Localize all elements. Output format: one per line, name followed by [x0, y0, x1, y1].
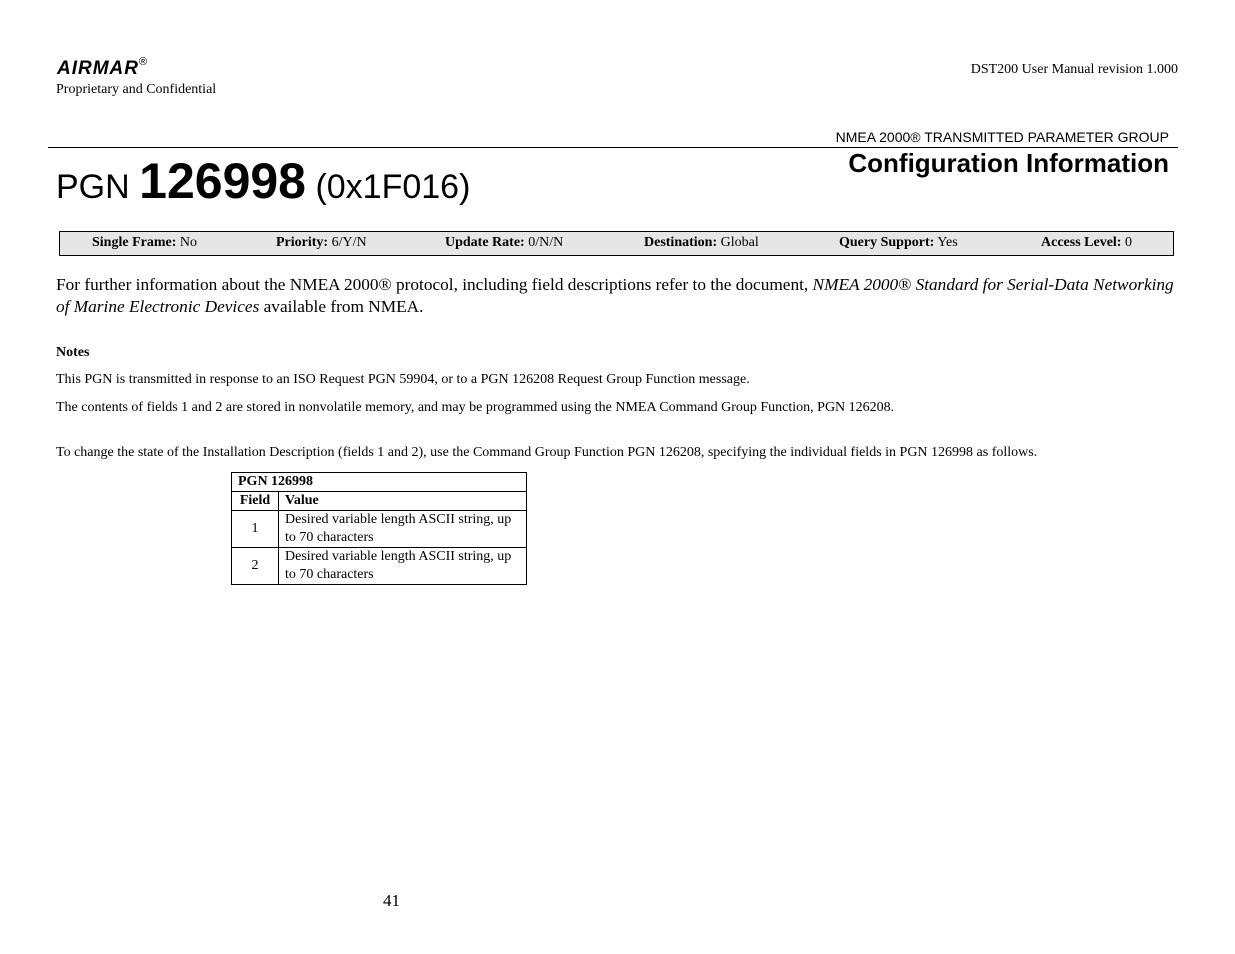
attribute-label: Query Support:	[839, 235, 935, 250]
attribute-value: Yes	[937, 235, 958, 250]
attribute-value: 0	[1124, 235, 1132, 250]
intro-text: For further information about the NMEA 2000® protocol, including field descriptions refer to the document,	[56, 275, 813, 294]
field-number: 1	[232, 511, 279, 548]
parameter-group-label: NMEA 2000® TRANSMITTED PARAMETER GROUP	[835, 129, 1169, 145]
attribute-query-support	[839, 235, 958, 251]
intro-text-end: available from NMEA.	[259, 296, 424, 316]
pgn-number: 126998	[139, 153, 306, 209]
pgn-prefix: PGN	[56, 168, 130, 206]
table-caption-row	[232, 473, 527, 492]
attribute-single-frame	[92, 235, 197, 251]
attribute-value: Global	[720, 235, 759, 250]
attribute-access-level	[1041, 235, 1132, 251]
pgn-title	[56, 152, 470, 210]
attribute-update-rate	[445, 235, 563, 251]
table-row	[232, 511, 527, 548]
attribute-destination	[644, 235, 759, 251]
airmar-logo	[57, 56, 147, 80]
attribute-label: Access Level:	[1041, 235, 1122, 250]
table-caption: PGN 126998	[232, 473, 527, 492]
page-number: 41	[383, 891, 400, 910]
registered-mark: ®	[139, 56, 148, 68]
attribute-value: 0/N/N	[528, 235, 564, 250]
attribute-label: Single Frame:	[92, 235, 177, 250]
attribute-label: Priority:	[276, 235, 329, 250]
pgn-hex: (0x1F016)	[315, 168, 471, 206]
table-row	[232, 548, 527, 585]
notes-heading: Notes	[56, 345, 90, 360]
table-header-row	[232, 492, 527, 511]
note-line: This PGN is transmitted in response to an ISO Request PGN 59904, or to a PGN 126208 Request Group Function message.	[56, 372, 750, 387]
nmea-standard-title: NMEA 2000® Standard for Serial-Data Networking of Marine Electronic Devices	[56, 275, 1174, 316]
attribute-value: 6/Y/N	[331, 235, 367, 250]
logo-text: AIRMAR	[57, 58, 139, 79]
parameter-group-name: Configuration Information	[848, 148, 1169, 178]
note-line: To change the state of the Installation Description (fields 1 and 2), use the Command Group Function PGN 126208, specifying the individual fields in PGN 126998 as follows.	[56, 445, 1038, 460]
attribute-label: Destination:	[644, 235, 718, 250]
note-line: The contents of fields 1 and 2 are stored in nonvolatile memory, and may be programmed using the NMEA Command Group Function, PGN 126208.	[56, 400, 895, 415]
field-value: Desired variable length ASCII string, up to 70 characters	[279, 511, 527, 548]
field-value: Desired variable length ASCII string, up to 70 characters	[279, 548, 527, 585]
manual-revision: DST200 User Manual revision 1.000	[970, 62, 1178, 77]
field-table	[231, 472, 527, 585]
attribute-label: Update Rate:	[445, 235, 525, 250]
attribute-priority	[276, 235, 367, 251]
attribute-value: No	[179, 235, 197, 250]
column-header-field: Field	[232, 492, 279, 511]
pgn-attributes-bar	[59, 231, 1174, 256]
confidential-notice: Proprietary and Confidential	[56, 82, 217, 97]
field-number: 2	[232, 548, 279, 585]
column-header-value: Value	[279, 492, 527, 511]
intro-paragraph	[56, 274, 1181, 317]
